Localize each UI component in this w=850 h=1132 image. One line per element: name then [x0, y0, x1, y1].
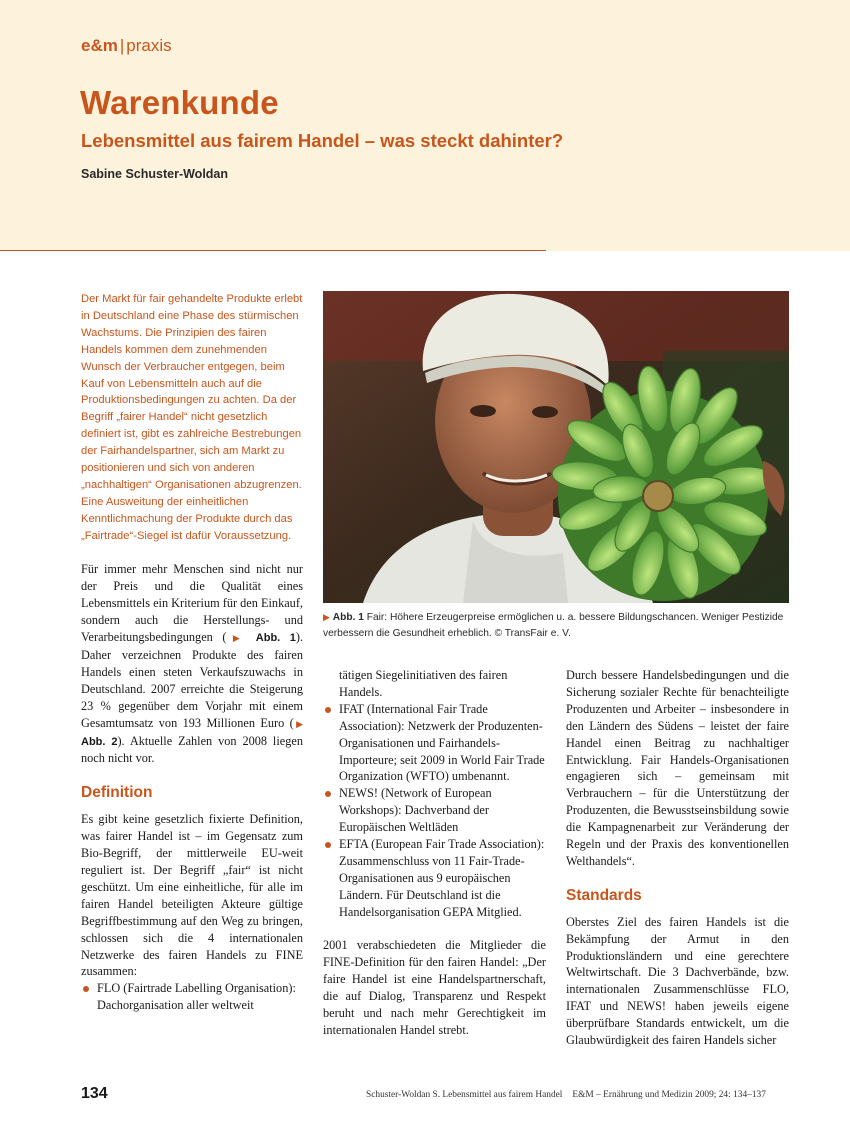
list-item: IFAT (International Fair Trade Association): Netzwerk der Produzenten-Organisationen und Fairhandels-Importeure; seit 2009 in World Fair Trade Organization (WFTO) umbenannt.	[323, 701, 546, 786]
article-title: Warenkunde	[80, 84, 279, 121]
list-item: NEWS! (Network of European Workshops): Dachverband der Europäischen Weltläden	[323, 785, 546, 836]
definition-paragraph: Es gibt keine gesetzlich fixierte Definition, was fairer Handel ist – im Gegensatz zum Bio-Begriff, der mittlerweile EU-weit reguliert ist. Der Begriff „fair“ ist nicht geschützt. Um eine einheitliche, für alle im fairen Handel beteiligten Akteure gültige Begriffbestimmung auf den Weg zu bringen, schlossen sich die 4 internationalen Netzwerke des fairen Handels zu FINE zusammen:	[81, 812, 303, 979]
journal-brand: e&m	[81, 36, 118, 55]
header-rule	[0, 250, 546, 251]
lead-paragraph: Der Markt für fair gehandelte Produkte erlebt in Deutschland eine Phase des stürmischen Wachstums. Die Prinzipien des fairen Handels kommen dem zunehmenden Wunsch der Verbraucher entgegen, beim Kauf von Lebensmitteln auch auf die Produktionsbedingungen zu achten. Da der Begriff „fairer Handel“ nicht gesetzlich definiert ist, gibt es zahlreiche Bestrebungen der Fairhandelspartner, sich am Markt zu positionieren und sich von anderen „nachhaltigen“ Organisationen abzugrenzen. Eine Ausweitung der einheitlichen Kenntlichmachung der Produkte durch das „Fairtrade“-Siegel ist dafür Voraussetzung.	[81, 293, 303, 542]
intro-text-a: Für immer mehr Menschen sind nicht nur der Preis und die Qualität eines Lebensmittels ein Kriterium für den Einkauf, sondern auch die Herstellungs- und Verarbeitungsbedingungen (	[81, 562, 303, 645]
journal-info: E&M – Ernährung und Medizin 2009; 24: 134–137	[572, 1090, 766, 1100]
column-2	[323, 667, 546, 1056]
arrow-icon: ▶	[293, 718, 303, 729]
page-number: 134	[81, 1085, 108, 1102]
citation-text: Schuster-Woldan S. Lebensmittel aus fairem Handel	[366, 1090, 563, 1100]
figure-ref-1[interactable]: Abb. 1	[255, 632, 296, 645]
column-3	[566, 667, 789, 1066]
intro-text-c: ). Aktuelle Zahlen von 2008 liegen noch nicht vor.	[81, 733, 303, 766]
section-tag	[81, 36, 172, 56]
list-item: tätigen Siegelinitiativen des fairen Handels.	[339, 668, 508, 699]
fine-definition-continued: Durch bessere Handelsbedingungen und die Sicherung sozialer Rechte für benachteiligte Produzenten und Arbeiter – insbesondere in den Ländern des Südens – leistet der faire Handel einen Beitrag zu nachhaltiger Entwicklung. Fair Handels-Organisationen engagieren sich – gemeinsam mit Verbrauchern – für die Unterstützung der Produzenten, die Bewusstseinsbildung sowie die Kampagnenarbeit zur Veränderung der Regeln und der Praxis des konventionellen Welthandels“.	[566, 668, 789, 868]
figure-label: Abb. 1	[332, 612, 364, 623]
fine-list	[323, 667, 546, 921]
intro-text-b: ). Daher verzeichnen Produkte des fairen Handels einen steten Verkaufszuwachs in Deutschland. 2007 erreichte die Steigerung 23 % gegenüber dem Vorjahr mit einem Gesamtumsatz von 193 Millionen Euro (	[81, 630, 304, 730]
section-separator: |	[119, 36, 125, 55]
fine-list-start	[81, 980, 303, 1014]
list-item: FLO (Fairtrade Labelling Organisation): Dachorganisation aller weltweit	[81, 980, 303, 1014]
article-subtitle: Lebensmittel aus fairem Handel – was steckt dahinter?	[81, 130, 564, 151]
heading-standards: Standards	[566, 886, 642, 904]
intro-paragraph	[81, 561, 303, 767]
arrow-icon: ▶	[226, 633, 247, 644]
list-item: EFTA (European Fair Trade Association): Zusammenschluss von 11 Fair-Trade-Organisationen aus 9 europäischen Ländern. Für Deutschland ist die Handelsorganisation GEPA Mitglied.	[323, 836, 546, 921]
section-name: praxis	[126, 36, 172, 55]
figure-photo	[323, 291, 789, 603]
bullet-icon	[83, 986, 89, 992]
heading-definition: Definition	[81, 784, 153, 802]
column-1	[81, 291, 303, 1014]
figure-caption-text: Fair: Höhere Erzeugerpreise ermöglichen u. a. bessere Bildungschancen. Weniger Pestizide verbessern die Gesundheit erheblich. © TransFair e. V.	[323, 612, 784, 639]
bullet-icon	[325, 791, 331, 797]
figure-ref-2[interactable]: Abb. 2	[81, 735, 118, 748]
article-author: Sabine Schuster-Woldan	[81, 167, 229, 181]
farmer-with-bananas-image	[323, 291, 789, 603]
standards-paragraph: Oberstes Ziel des fairen Handels ist die Bekämpfung der Armut in den Produktionsländern und eine gerechtere Weltwirtschaft. Die 3 Dachverbände, bzw. internationalen Zusammenschlüsse FLO, IFAT und NEWS! haben jeweils eigene überprüfbare Standards entwickelt, um die Glaubwürdigkeit des fairen Handels sicher	[566, 914, 789, 1048]
fine-definition-paragraph: 2001 verabschiedeten die Mitglieder die FINE-Definition für den fairen Handel: „Der faire Handel ist eine Handelspartnerschaft, die auf Dialog, Transparenz und Respekt beruht und nach mehr Gerechtigkeit im internationalen Handel strebt.	[323, 938, 546, 1038]
figure-caption	[323, 610, 793, 641]
bullet-icon	[325, 707, 331, 713]
arrow-icon: ▶	[323, 612, 330, 622]
footer-citation	[366, 1090, 766, 1100]
bullet-icon	[325, 842, 331, 848]
